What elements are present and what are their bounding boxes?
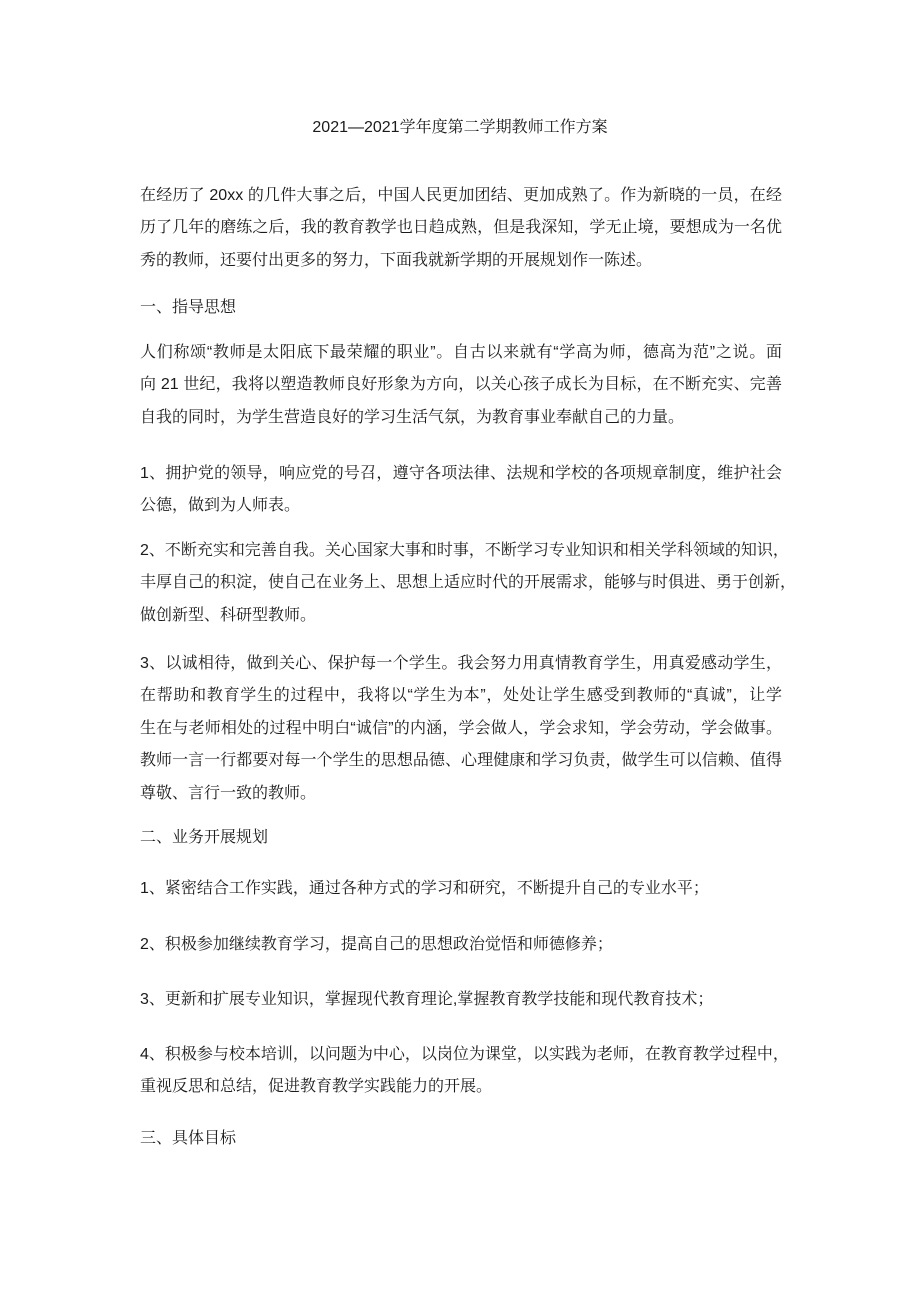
text-line: 尊敬、言行一致的教师。: [140, 784, 317, 802]
text-line: 1、拥护党的领导，响应党的号召，遵守各项法律、法规和学校的各项规章制度，维护社会: [140, 465, 782, 482]
text-line: 公德，做到为人师表。: [140, 497, 301, 515]
text-line: 人们称颂“教师是太阳底下最荣耀的职业”。自古以来就有“学高为师，德高为范”之说。面: [140, 344, 782, 361]
list-item: [140, 535, 797, 632]
text-line: 丰厚自己的积淀，使自己在业务上、思想上适应时代的开展需求，能够与时俱进、勇于创新，: [140, 574, 797, 592]
text-line: 1、紧密结合工作实践，通过各种方式的学习和研究，不断提升自己的专业水平；: [140, 880, 709, 897]
list-item: [140, 984, 782, 1016]
text-line: 教师一言一行都要对每一个学生的思想品德、心理健康和学习负责，做学生可以信赖、值得: [140, 752, 782, 770]
text-line: 4、积极参与校本培训，以问题为中心，以岗位为课堂，以实践为老师，在教育教学过程中，: [140, 1046, 789, 1063]
text-line: 向 21 世纪，我将以塑造教师良好形象为方向，以关心孩子成长为目标，在不断充实、完善: [140, 376, 782, 394]
document-title: 2021—2021学年度第二学期教师工作方案: [312, 119, 608, 136]
text-line: 做创新型、科研型教师。: [140, 606, 317, 624]
text-line: 生在与老师相处的过程中明白“诚信”的内涵，学会做人，学会求知，学会劳动，学会做事。: [140, 719, 782, 737]
text-line: 2、不断充实和完善自我。关心国家大事和时事，不断学习专业知识和相关学科领域的知识，: [140, 542, 789, 559]
text-line: 3、更新和扩展专业知识，掌握现代教育理论,掌握教育教学技能和现代教育技术；: [140, 991, 714, 1008]
guiding-thought-paragraph: [140, 337, 782, 434]
list-item: [140, 1039, 789, 1104]
section-heading-business-plan: 二、业务开展规划: [140, 829, 269, 846]
text-line: 在帮助和教育学生的过程中，我将以“学生为本”，处处让学生感受到教师的“真诚”，让学: [140, 687, 782, 705]
list-item: [140, 458, 782, 523]
text-line: 历了几年的磨练之后，我的教育教学也日趋成熟，但是我深知，学无止境，要想成为一名优: [140, 219, 782, 237]
text-line: 重视反思和总结，促进教育教学实践能力的开展。: [140, 1078, 493, 1096]
list-item: [140, 873, 782, 905]
list-item: [140, 648, 782, 810]
text-line: 在经历了 20xx 的几件大事之后，中国人民更加团结、更加成熟了。作为新晓的一员，在经: [140, 187, 782, 204]
text-line: 3、以诚相待，做到关心、保护每一个学生。我会努力用真情教育学生，用真爱感动学生，: [140, 655, 782, 672]
text-line: 2、积极参加继续教育学习，提高自己的思想政治觉悟和师德修养；: [140, 936, 613, 953]
text-line: 秀的教师，还要付出更多的努力，下面我就新学期的开展规划作一陈述。: [140, 251, 653, 269]
section-heading-specific-goals: 三、具体目标: [140, 1130, 237, 1147]
text-line: 自我的同时，为学生营造良好的学习生活气氛，为教育事业奉献自己的力量。: [140, 408, 685, 426]
section-heading-guiding-thought: 一、指导思想: [140, 299, 237, 316]
intro-paragraph: [140, 180, 782, 277]
list-item: [140, 929, 782, 961]
